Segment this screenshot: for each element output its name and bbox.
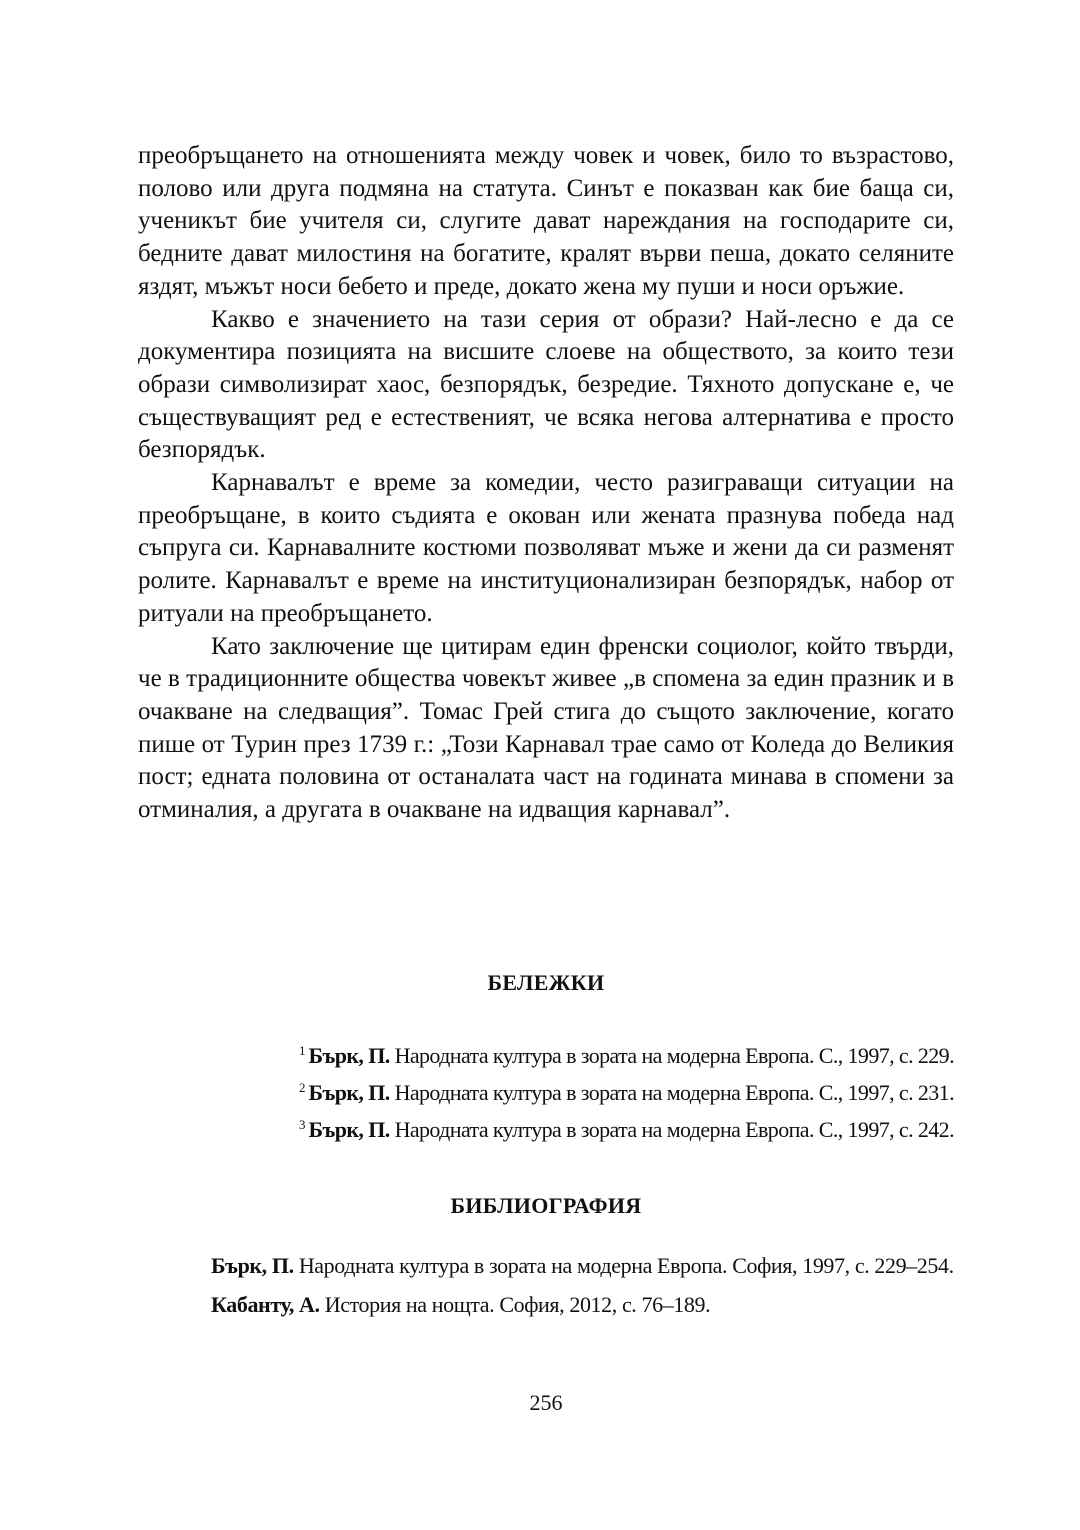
paragraph: Като заключение ще цитирам един френски социолог, който твърди, че в традиционните общества човекът живее „в спомена за един празник и в очакване на следващия”. Томас Грей стига до същото заключение, когато пише от Турин през 1739 г.: „Този Карнавал трае само от Коледа до Великия пост; едната половина от останалата част на годината минава в спомени за отминалия, а другата в очакване на идващия карнавал”.	[138, 632, 954, 824]
note-text: Народната култура в зората на модерна Европа. С., 1997, с. 231.	[394, 1080, 954, 1105]
note-author: Бърк, П.	[308, 1043, 390, 1068]
page-number: 256	[529, 1390, 563, 1415]
note-item	[138, 1035, 954, 1072]
bibliography-entry	[138, 1289, 954, 1320]
note-author: Бърк, П.	[308, 1117, 390, 1142]
note-text: Народната култура в зората на модерна Европа. С., 1997, с. 229.	[394, 1043, 954, 1068]
note-number: 1	[299, 1043, 306, 1058]
notes-heading: БЕЛЕЖКИ	[487, 970, 605, 995]
paragraph: Карнавалът е време за комедии, често разиграващи ситуации на преобръщане, в които съдията е окован или жената празнува победа над съпруга си. Карнавалните костюми позволяват мъже и жени да си разменят ролите. Карнавалът е време на институционализиран безпорядък, набор от ритуали на преобръщането.	[138, 469, 954, 627]
bibliography-author: Бърк, П.	[211, 1253, 294, 1278]
paragraph: преобръщането на отношенията между човек и човек, било то възрастово, полово или друга подмяна на статута. Синът е показван как бие баща си, ученикът бие учителя си, слугите дават нареждания на господарите си, бедните дават милостиня на богатите, кралят върви пеша, докато селяните яздят, мъжът носи бебето и преде, докато жена му пуши и носи оръжие.	[138, 142, 954, 300]
note-number: 3	[299, 1117, 306, 1132]
body-text	[138, 140, 954, 827]
bibliography-text: Народната култура в зората на модерна Европа. София, 1997, с. 229–254.	[298, 1253, 954, 1278]
bibliography-heading: БИБЛИОГРАФИЯ	[450, 1193, 642, 1218]
bibliography-author: Кабанту, А.	[211, 1292, 320, 1317]
bibliography-entry	[138, 1250, 954, 1281]
note-author: Бърк, П.	[308, 1080, 390, 1105]
note-item	[138, 1109, 954, 1146]
page	[138, 140, 954, 1415]
note-item	[138, 1072, 954, 1109]
note-text: Народната култура в зората на модерна Европа. С., 1997, с. 242.	[394, 1117, 954, 1142]
bibliography-text: История на нощта. София, 2012, с. 76–189.	[324, 1292, 711, 1317]
notes-list	[138, 1035, 954, 1146]
paragraph: Какво е значението на тази серия от образи? Най-лесно е да се документира позицията на висшите слоеве на обществото, за които тези образи символизират хаос, безпорядък, безредие. Тяхното допускане е, че съществуващият ред е естественият, че всяка негова алтернатива е просто безпорядък.	[138, 305, 954, 464]
note-number: 2	[299, 1080, 306, 1095]
bibliography-list	[138, 1250, 954, 1320]
